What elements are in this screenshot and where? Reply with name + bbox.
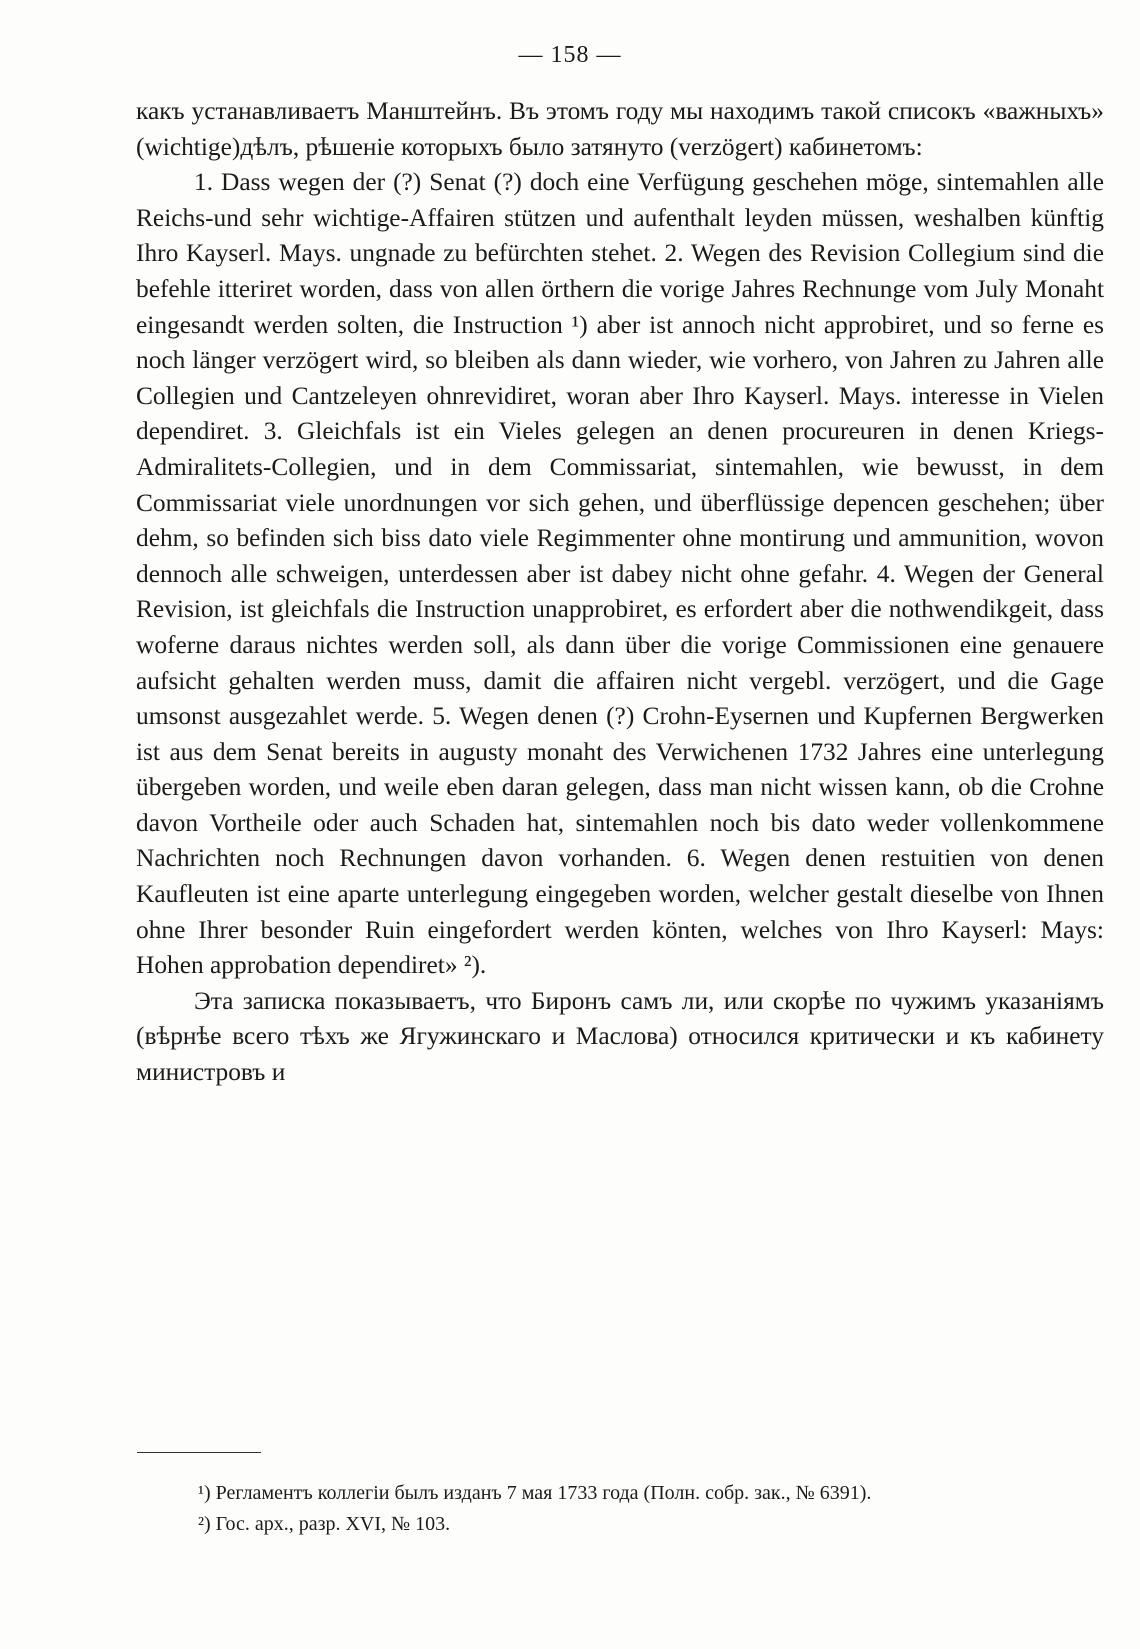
body-text	[136, 94, 1104, 1091]
footnotes	[198, 1478, 1104, 1540]
footnote-2: ²) Гос. арх., разр. XVI, № 103.	[198, 1513, 451, 1535]
paragraph-commentary: Эта записка показываетъ, что Биронъ самъ ли, или скорѣе по чужимъ указаніямъ (вѣрнѣе всего тѣхъ же Ягужинскаго и Маслова) относился критически и къ кабинету министровъ и	[136, 986, 1104, 1087]
page-number: — 158 —	[518, 42, 622, 68]
footnote-divider	[137, 1452, 261, 1453]
footnote-1: ¹) Регламентъ коллегіи былъ изданъ 7 мая 1733 года (Полн. собр. зак., № 6391).	[198, 1482, 872, 1504]
paragraph-quoted-list: 1. Dass wegen der (?) Senat (?) doch eine Verfügung geschehen möge, sintemahlen alle Reichs-und sehr wichtige-Affairen stützen und aufenthalt leyden müssen, weshalben künftig Ihro Kayserl. Mays. ungnade zu befürchten stehet. 2. Wegen des Revision Collegium sind die befehle itteriret worden, dass von allen örthern die vorige Jahres Rechnunge vom July Monaht eingesandt werden solten, die Instruction ¹) aber ist annoch nicht approbiret, und so ferne es noch länger verzögert wird, so bleiben als dann wieder, wie vorhero, von Jahren zu Jahren alle Collegien und Cantzeleyen ohnrevidiret, woran aber Ihro Kayserl. Mays. interesse in Vielen dependiret. 3. Gleichfals ist ein Vieles gelegen an denen procureuren in denen Kriegs-Admiralitets-Collegien, und in dem Commissariat, sintemahlen, wie bewusst, in dem Commissariat viele unordnungen vor sich gehen, und überflüssige depencen geschehen; über dehm, so befinden sich biss dato viele Regimmenter ohne montirung und ammunition, wovon dennoch alle schweigen, unterdessen aber ist dabey nicht ohne gefahr. 4. Wegen der General Revision, ist gleichfals die Instruction unapprobiret, es erfordert aber die nothwendikgeit, dass woferne daraus nichtes werden soll, als dann über die vorige Commissionen eine genauere aufsicht gehalten werden muss, damit die affairen nicht vergebl. verzögert, und die Gage umsonst ausgezahlet werde. 5. Wegen denen (?) Crohn-Eysernen und Kupfernen Bergwerken ist aus dem Senat bereits in augusty monaht des Verwichenen 1732 Jahres eine unterlegung übergeben worden, und weile eben daran gelegen, dass man nicht wissen kann, ob die Crohne davon Vortheile oder auch Schaden hat, sintemahlen noch bis dato weder vollenkommene Nachrichten noch Rechnungen davon vorhanden. 6. Wegen denen restuitien von denen Kaufleuten ist eine aparte unterlegung eingegeben worden, welcher gestalt dieselbe von Ihnen ohne Ihrer besonder Ruin eingefordert werden könten, welches von Ihro Kayserl: Mays: Hohen approbation dependiret» ²).	[136, 168, 1104, 980]
paragraph-intro: какъ устанавливаетъ Манштейнъ. Въ этомъ году мы находимъ такой списокъ «важныхъ» (wichtige)дѣлъ, рѣшеніе которыхъ было затянуто (verzögert) кабинетомъ:	[136, 97, 1104, 161]
